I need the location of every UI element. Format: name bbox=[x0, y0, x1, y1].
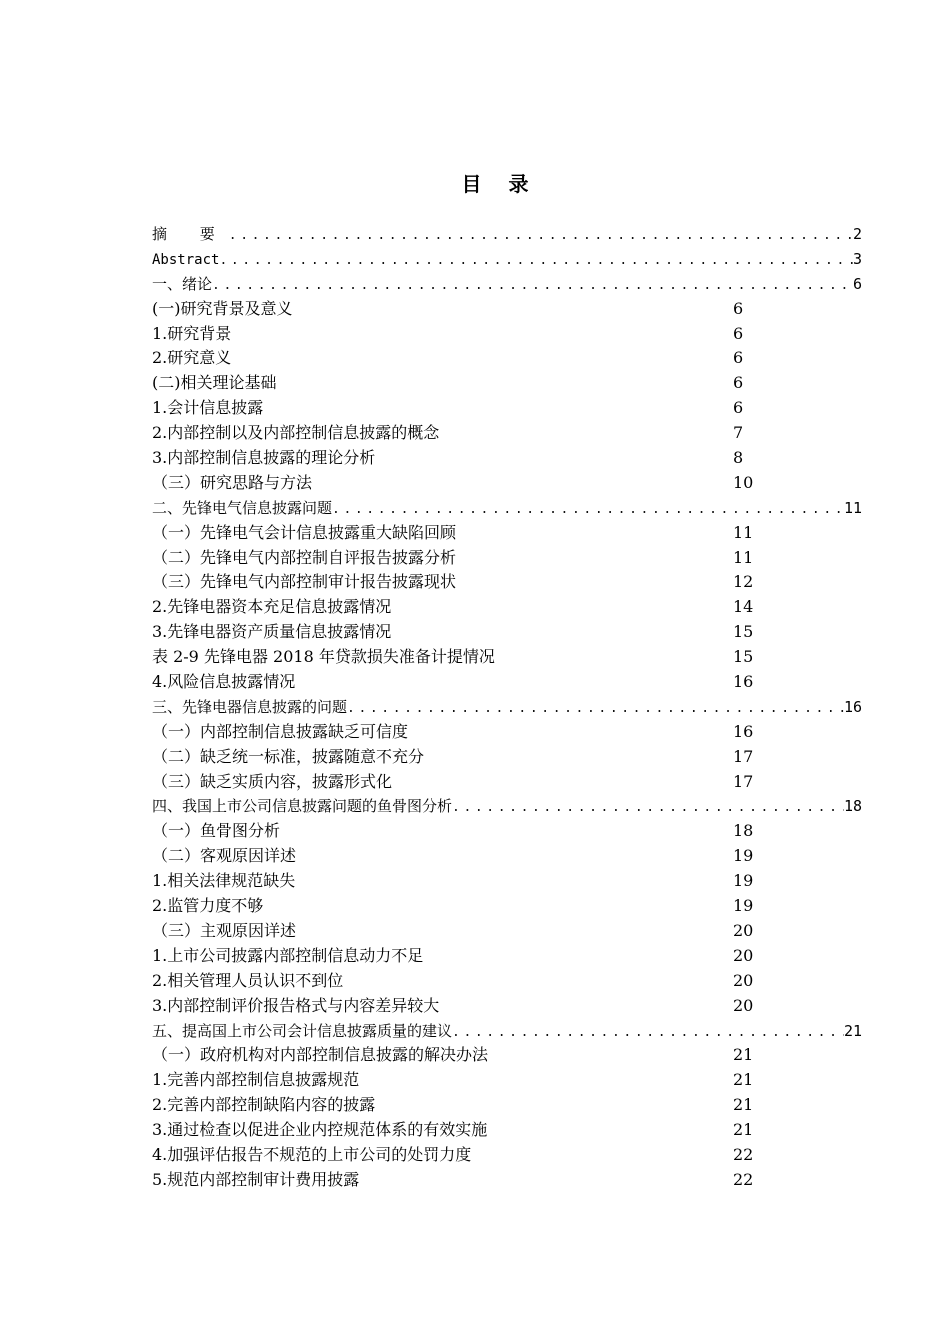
toc-entry[interactable] bbox=[152, 1093, 862, 1118]
toc-entry[interactable] bbox=[152, 421, 862, 446]
toc-entry-label: 四、我国上市公司信息披露问题的鱼骨图分析 bbox=[152, 797, 453, 816]
toc-entry-label: 二、先锋电气信息披露问题 bbox=[152, 498, 333, 517]
toc-entry[interactable] bbox=[152, 1168, 862, 1193]
toc-entry[interactable] bbox=[152, 272, 862, 297]
toc-entry-label: （一）内部控制信息披露缺乏可信度 bbox=[152, 721, 409, 741]
toc-dot-leader bbox=[452, 796, 844, 821]
toc-entry-page: 15 bbox=[733, 622, 754, 642]
toc-entry-label: 2.研究意义 bbox=[152, 348, 232, 368]
toc-entry[interactable] bbox=[152, 346, 862, 371]
toc-entry-label: 表 2-9 先锋电器 2018 年贷款损失准备计提情况 bbox=[152, 647, 495, 667]
toc-dot-leader bbox=[219, 249, 853, 274]
toc-entry[interactable] bbox=[152, 770, 862, 795]
toc-entry[interactable] bbox=[152, 371, 862, 396]
toc-entry-page: 19 bbox=[733, 871, 754, 891]
toc-entry-page: 11 bbox=[733, 522, 754, 542]
toc-entry-page: 16 bbox=[733, 672, 754, 692]
toc-entry[interactable] bbox=[152, 297, 862, 322]
toc-entry[interactable] bbox=[152, 396, 862, 421]
toc-entry-label: （三）缺乏实质内容，披露形式化 bbox=[152, 771, 393, 791]
toc-entry-page: 14 bbox=[733, 597, 754, 617]
toc-entry[interactable] bbox=[152, 1143, 862, 1168]
toc-entry-page: 20 bbox=[733, 920, 754, 940]
toc-entry-label: 1.完善内部控制信息披露规范 bbox=[152, 1070, 360, 1090]
toc-entry-label: 一、绪论 bbox=[152, 274, 213, 293]
toc-entry-label: Abstract bbox=[152, 251, 220, 268]
toc-entry[interactable] bbox=[152, 521, 862, 546]
toc-entry[interactable] bbox=[152, 595, 862, 620]
toc-entry-page: 12 bbox=[733, 572, 754, 592]
toc-entry-page: 3 bbox=[852, 249, 862, 268]
toc-entry-page: 11 bbox=[843, 498, 862, 517]
toc-entry-page: 6 bbox=[733, 398, 744, 418]
page-title: 目 录 bbox=[461, 172, 539, 196]
toc-entry-page: 21 bbox=[733, 1095, 754, 1115]
toc-entry[interactable] bbox=[152, 745, 862, 770]
toc-entry-label: 4.加强评估报告不规范的上市公司的处罚力度 bbox=[152, 1144, 472, 1164]
toc-entry-label: 1.研究背景 bbox=[152, 323, 232, 343]
toc-entry-label: 1.会计信息披露 bbox=[152, 398, 264, 418]
toc-dot-leader bbox=[452, 1021, 844, 1046]
toc-entry[interactable] bbox=[152, 670, 862, 695]
toc-entry-page: 6 bbox=[852, 274, 862, 293]
toc-entry-page: 6 bbox=[733, 348, 744, 368]
toc-entry[interactable] bbox=[152, 247, 862, 272]
toc-entry[interactable] bbox=[152, 1019, 862, 1044]
toc-entry-page: 20 bbox=[733, 995, 754, 1015]
toc-entry-label: （二）先锋电气内部控制自评报告披露分析 bbox=[152, 547, 457, 567]
toc-entry-label: 1.相关法律规范缺失 bbox=[152, 871, 296, 891]
toc-entry[interactable] bbox=[152, 944, 862, 969]
toc-entry-page: 17 bbox=[733, 746, 754, 766]
toc-dot-leader bbox=[347, 697, 844, 722]
toc-entry-page: 21 bbox=[733, 1045, 754, 1065]
toc-entry[interactable] bbox=[152, 322, 862, 347]
toc-entry-label: 3.通过检查以促进企业内控规范体系的有效实施 bbox=[152, 1120, 488, 1140]
toc-entry-label: 2.监管力度不够 bbox=[152, 896, 264, 916]
toc-entry-label: 三、先锋电器信息披露的问题 bbox=[152, 697, 348, 716]
toc-entry-page: 22 bbox=[733, 1144, 754, 1164]
toc-entry-label: （一）政府机构对内部控制信息披露的解决办法 bbox=[152, 1045, 489, 1065]
toc-entry-label: (二)相关理论基础 bbox=[152, 373, 277, 393]
toc-entry[interactable] bbox=[152, 1043, 862, 1068]
toc-entry[interactable] bbox=[152, 546, 862, 571]
toc-entry-label: （二）缺乏统一标准，披露随意不充分 bbox=[152, 746, 425, 766]
toc-entry-label: （三）先锋电气内部控制审计报告披露现状 bbox=[152, 572, 457, 592]
toc-entry[interactable] bbox=[152, 894, 862, 919]
toc-entry-label: （二）客观原因详述 bbox=[152, 846, 297, 866]
toc-entry-page: 22 bbox=[733, 1169, 754, 1189]
toc-entry[interactable] bbox=[152, 1118, 862, 1143]
toc-entry-page: 17 bbox=[733, 771, 754, 791]
toc-entry[interactable] bbox=[152, 869, 862, 894]
toc-entry-page: 19 bbox=[733, 846, 754, 866]
toc-entry-label: （一）鱼骨图分析 bbox=[152, 821, 281, 841]
toc-entry[interactable] bbox=[152, 794, 862, 819]
toc-entry-label: （三）研究思路与方法 bbox=[152, 472, 313, 492]
toc-entry-page: 8 bbox=[733, 448, 744, 468]
toc-entry-label: 3.内部控制信息披露的理论分析 bbox=[152, 448, 376, 468]
toc-entry-label: 2.内部控制以及内部控制信息披露的概念 bbox=[152, 423, 440, 443]
toc-entry-label: （一）先锋电气会计信息披露重大缺陷回顾 bbox=[152, 522, 457, 542]
toc-entry-page: 15 bbox=[733, 647, 754, 667]
toc-entry-page: 16 bbox=[843, 697, 862, 716]
toc-entry-label: 五、提高国上市公司会计信息披露质量的建议 bbox=[152, 1021, 453, 1040]
toc-entry[interactable] bbox=[152, 620, 862, 645]
toc-entry[interactable] bbox=[152, 1068, 862, 1093]
toc-entry-page: 16 bbox=[733, 721, 754, 741]
toc-entry[interactable] bbox=[152, 919, 862, 944]
toc-dot-leader bbox=[332, 498, 844, 523]
toc-entry-page: 20 bbox=[733, 945, 754, 965]
toc-entry[interactable] bbox=[152, 819, 862, 844]
toc-entry[interactable] bbox=[152, 471, 862, 496]
toc-entry-page: 21 bbox=[733, 1120, 754, 1140]
toc-entry-label: （三）主观原因详述 bbox=[152, 920, 297, 940]
toc-entry-label: 2.完善内部控制缺陷内容的披露 bbox=[152, 1095, 376, 1115]
toc-entry-page: 21 bbox=[733, 1070, 754, 1090]
toc-entry-page: 18 bbox=[843, 797, 862, 816]
toc-entry[interactable] bbox=[152, 496, 862, 521]
toc-entry[interactable] bbox=[152, 695, 862, 720]
toc-entry-label: 5.规范内部控制审计费用披露 bbox=[152, 1169, 360, 1189]
toc-entry-page: 6 bbox=[733, 323, 744, 343]
toc-entry[interactable] bbox=[152, 720, 862, 745]
toc-entry-label: 3.先锋电器资产质量信息披露情况 bbox=[152, 622, 392, 642]
toc-entry[interactable] bbox=[152, 222, 862, 247]
toc-entry[interactable] bbox=[152, 969, 862, 994]
toc-entry-page: 20 bbox=[733, 970, 754, 990]
table-of-contents bbox=[152, 222, 862, 1193]
toc-entry[interactable] bbox=[152, 994, 862, 1019]
toc-dot-leader bbox=[212, 274, 853, 299]
toc-entry-label: (一)研究背景及意义 bbox=[152, 298, 293, 318]
toc-dot-leader bbox=[229, 224, 853, 249]
toc-entry-page: 19 bbox=[733, 896, 754, 916]
toc-entry-page: 10 bbox=[733, 472, 754, 492]
toc-entry-page: 2 bbox=[852, 225, 862, 243]
toc-entry-label: 4.风险信息披露情况 bbox=[152, 672, 296, 692]
toc-entry[interactable] bbox=[152, 446, 862, 471]
toc-entry-page: 6 bbox=[733, 298, 744, 318]
toc-entry-page: 18 bbox=[733, 821, 754, 841]
toc-entry-page: 7 bbox=[733, 423, 744, 443]
toc-entry-label: 1.上市公司披露内部控制信息动力不足 bbox=[152, 945, 424, 965]
toc-entry-page: 6 bbox=[733, 373, 744, 393]
toc-entry[interactable] bbox=[152, 844, 862, 869]
toc-entry[interactable] bbox=[152, 570, 862, 595]
toc-entry[interactable] bbox=[152, 645, 862, 670]
toc-entry-label: 3.内部控制评价报告格式与内容差异较大 bbox=[152, 995, 440, 1015]
toc-entry-page: 21 bbox=[843, 1021, 862, 1040]
toc-entry-label: 2.相关管理人员认识不到位 bbox=[152, 970, 344, 990]
toc-entry-page: 11 bbox=[733, 547, 754, 567]
toc-entry-label: 2.先锋电器资本充足信息披露情况 bbox=[152, 597, 392, 617]
toc-entry-label: 摘 要 bbox=[152, 225, 229, 243]
